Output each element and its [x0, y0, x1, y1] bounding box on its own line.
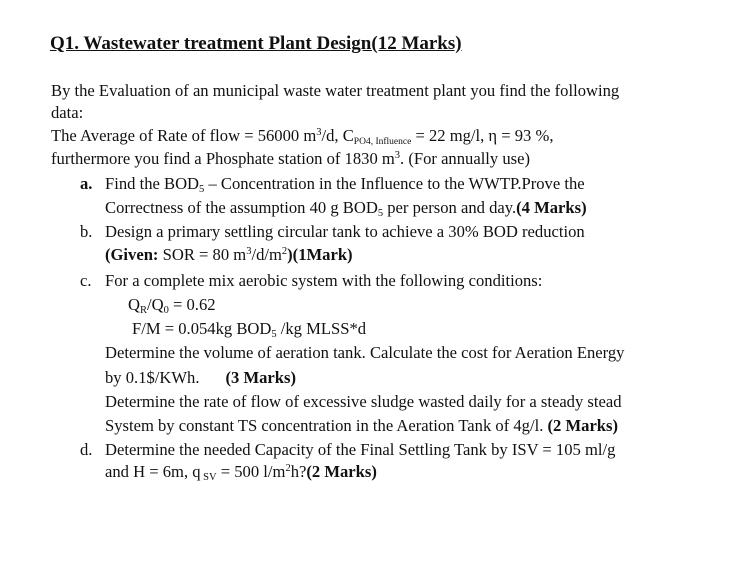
- item-d-line-2: and H = 6m, q $_{SV}$ = 500 $l/m^2h?(2$ Marks): [105, 462, 377, 483]
- item-c-line-4: Determine the volume of aeration tank. Calculate the cost for Aeration Energy: [105, 343, 625, 362]
- item-c-line-7: System by constant TS concentration in the Aeration Tank of 4g/l. (2 Marks): [105, 416, 619, 435]
- item-a-line-1: Find the $BOD_5$ – Concentration in the Influence to the WWTP.Prove the: [105, 174, 585, 195]
- item-c-fm: F/M = 0.054kg $BOD_5$ /kg MLSS*d: [132, 319, 367, 340]
- intro-line-2: data:: [51, 103, 84, 122]
- item-c-ratio: $Q_R/Q_0 = 0.62$: [128, 295, 216, 316]
- item-c-letter: c.: [80, 271, 92, 290]
- item-a-letter: a.: [80, 174, 93, 193]
- question-title: Q1. Wastewater treatment Plant Design(12 Marks): [50, 33, 462, 54]
- item-d-letter: d.: [80, 440, 93, 459]
- item-c-line-5: by 0.1$/KWh. (3 Marks): [105, 368, 296, 387]
- item-a-line-2: Correctness of the assumption 40 g $BOD_5$ per person and day.(4 Marks): [105, 198, 587, 219]
- intro-flow-line: The Average of Rate of flow = 56000 $m^3/d$, $C_{PO4, Influence} = 22$ mg/l, η = 93 %,: [51, 126, 554, 147]
- intro-station-line: furthermore you find a Phosphate station of 1830 $m^3$. (For annually use): [51, 149, 531, 168]
- intro-line-1: By the Evaluation of an municipal waste water treatment plant you find the following: [51, 81, 620, 100]
- item-c-line-6: Determine the rate of flow of excessive sludge wasted daily for a steady stead: [105, 392, 622, 411]
- item-c-line-1: For a complete mix aerobic system with the following conditions:: [105, 271, 543, 290]
- item-b-letter: b.: [80, 222, 93, 241]
- item-b-line-1: Design a primary settling circular tank to achieve a 30% BOD reduction: [105, 222, 585, 241]
- item-d-line-1: Determine the needed Capacity of the Final Settling Tank by ISV = 105 ml/g: [105, 440, 616, 459]
- item-b-given: (Given: SOR = 80 $m^3/d/m^2)(1Mark)$: [105, 245, 353, 264]
